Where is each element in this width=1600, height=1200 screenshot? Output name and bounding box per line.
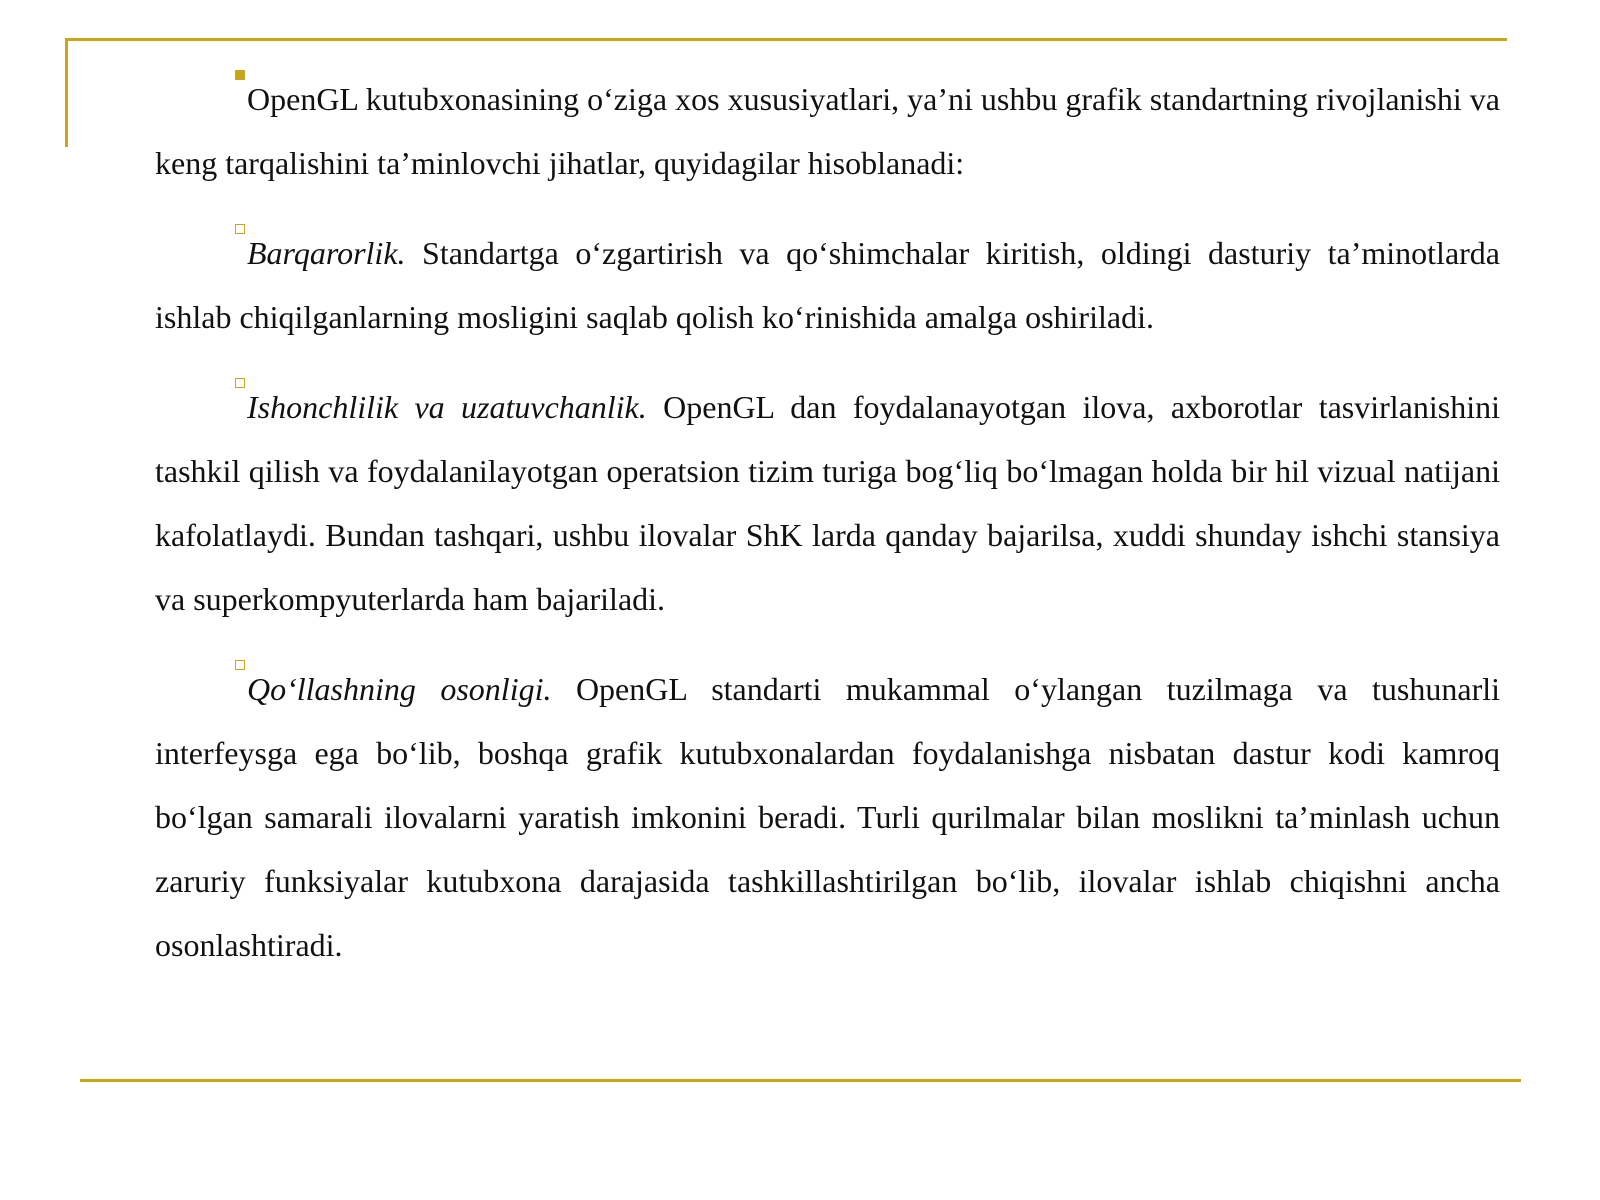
- frame-top-rule: [65, 38, 1507, 41]
- intro-paragraph: [155, 67, 1500, 195]
- feature-paragraph-ease-of-use: [155, 657, 1500, 977]
- feature-text: OpenGL standarti mukammal o‘ylangan tuzilmaga va tushunarli interfeysga ega bo‘lib, boshqa grafik kutubxonalardan foydalanishga nisbatan dastur kodi kamroq bo‘lgan samarali ilovalarni yaratish imkonini beradi. Turli qurilmalar bilan moslikni ta’minlash uchun zaruriy funksiyalar kutubxona darajasida tashkillashtirilgan bo‘lib, ilovalar ishlab chiqishni ancha osonlashtiradi.: [155, 671, 1501, 963]
- frame-left-rule: [65, 38, 68, 147]
- feature-paragraph-stability: [155, 221, 1500, 349]
- feature-term: Ishonchlilik va uzatuvchanlik.: [247, 389, 647, 425]
- hollow-square-bullet-icon: [235, 224, 245, 234]
- feature-text: Standartga o‘zgartirish va qo‘shimchalar kiritish, oldingi dasturiy ta’minotlarda ishlab chiqilganlarning mosligini saqlab qolish ko‘rinishida amalga oshiriladi.: [155, 235, 1500, 335]
- frame-bottom-rule: [80, 1079, 1521, 1082]
- feature-term: Qo‘llashning osonligi.: [247, 671, 552, 707]
- filled-square-bullet-icon: [235, 70, 245, 80]
- hollow-square-bullet-icon: [235, 660, 245, 670]
- intro-text: OpenGL kutubxonasining o‘ziga xos xususiyatlari, ya’ni ushbu grafik standartning rivojlanishi va keng tarqalishini ta’minlovchi jihatlar, quyidagilar hisoblanadi:: [155, 81, 1500, 181]
- slide-body: [155, 67, 1500, 1003]
- feature-text: OpenGL dan foydalanayotgan ilova, axborotlar tasvirlanishini tashkil qilish va foydalanilayotgan operatsion tizim turiga bog‘liq bo‘lmagan holda bir hil vizual natijani kafolatlaydi. Bundan tashqari, ushbu ilovalar ShK larda qanday bajarilsa, xuddi shunday ishchi stansiya va superkompyuterlarda ham bajariladi.: [155, 389, 1501, 617]
- feature-paragraph-reliability: [155, 375, 1500, 631]
- hollow-square-bullet-icon: [235, 378, 245, 388]
- feature-term: Barqarorlik.: [247, 235, 406, 271]
